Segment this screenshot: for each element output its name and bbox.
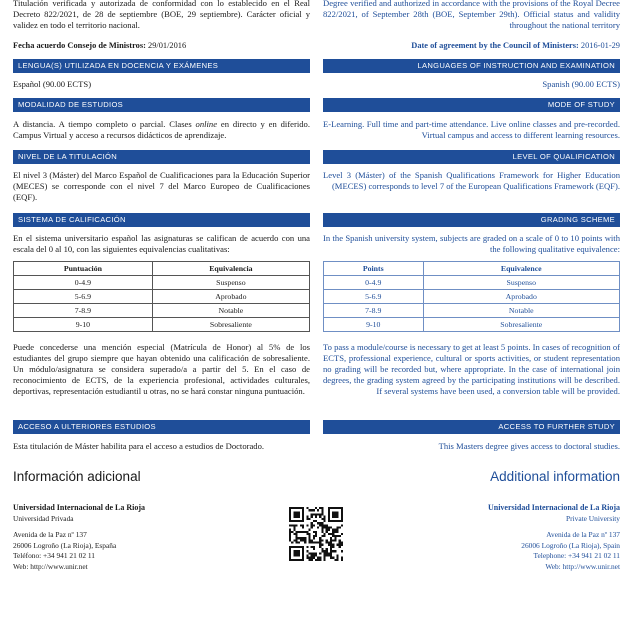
table-row: 0-4.9 Suspenso [324,276,620,290]
address-line-1: Avenida de la Paz nº 137 [13,530,87,539]
table-row: 7-8.9 Notable [14,304,310,318]
grading-note: Puede concederse una mención especial (Matrícula de Honor) al 5% de los estudiantes del grupo siempre que hayan obtenido una calificación de sobresaliente. Un módulo/asignatura se considera superado/a a partir del 5. En el caso de reconocimiento de ECTS, de la experiencia profesional, actividades culturales, deportivas, representación estudiantil u otras, no se hará constar ninguna puntuación. [13,342,310,396]
level-text: Level 3 (Máster) of the Spanish Qualifications Framework for Higher Education (MECES) corresponds to level 7 of the European Qualifications Framework (EQF). [323,170,620,191]
languages-text: Spanish (90.00 ECTS) [542,79,620,89]
table-row: 9-10 Sobresaliente [14,318,310,332]
additional-info-title: Additional information [490,469,620,484]
table-header: Equivalence [423,262,619,276]
grading-header: SISTEMA DE CALIFICACIÓN [13,213,310,227]
table-header: Equivalencia [152,262,309,276]
address-line-2: 26006 Logroño (La Rioja), Spain [521,540,620,550]
table-row: 9-10 Sobresaliente [324,318,620,332]
table-header-row [14,262,310,276]
university-name: Universidad Internacional de La Rioja [13,503,146,512]
table-row: 5-6.9 Aprobado [324,290,620,304]
level-header: NIVEL DE LA TITULACIÓN [13,150,310,164]
grading-header: GRADING SCHEME [323,213,620,227]
grading-text: In the Spanish university system, subjects are graded on a scale of 0 to 10 points with the following qualitative equivalence: [323,233,620,254]
table-header: Points [324,262,424,276]
languages-header: LENGUA(S) UTILIZADA EN DOCENCIA Y EXÁMENES [13,59,310,73]
additional-info-title: Información adicional [13,469,141,484]
mode-text: A distancia. A tiempo completo o parcial. Clases online en directo y en diferido. Campus Virtual y acceso a recursos didácticos de aprendizaje. [13,119,310,140]
intro-text: Degree verified and authorized in accordance with the provisions of the Royal Decree 822/2021, of September 28th (BOE, September 29th). Official status and validity throughout the national territory [323,0,620,30]
address-line-1: Avenida de la Paz nº 137 [546,530,620,539]
council-date: Fecha acuerdo Consejo de Ministros: 29/01/2016 [13,41,187,50]
grading-note: To pass a module/course is necessary to get at least 5 points. In cases of recognition of ECTS, professional experience, cultural or sports activities, or student representation no grading will be recorded but, where appropriate. In the case of international join degrees, the grading system agreed by the participating institutions will be described. If several systems have been used, a conversion table will be provided. [323,342,620,396]
council-date: Date of agreement by the Council of Ministers: 2016-01-29 [411,41,620,50]
access-header: ACCESO A ULTERIORES ESTUDIOS [13,420,310,434]
table-row: 5-6.9 Aprobado [14,290,310,304]
intro-text: Titulación verificada y autorizada de conformidad con lo establecido en el Real Decreto 822/2021, de 28 de septiembre (BOE, 29 septiembre). Carácter oficial y validez en todo el territorio nacional. [13,0,310,30]
university-type: Universidad Privada [13,513,74,523]
access-header: ACCESS TO FURTHER STUDY [323,420,620,434]
table-row: 7-8.9 Notable [324,304,620,318]
university-name: Universidad Internacional de La Rioja [487,503,620,512]
grading-table [323,261,620,332]
languages-text: Español (90.00 ECTS) [13,79,92,89]
grading-text: En el sistema universitario español las asignaturas se califican de acuerdo con una escala del 0 al 10, con las siguientes equivalencias cualitativas: [13,233,310,254]
grading-table [13,261,310,332]
mode-header: MODALIDAD DE ESTUDIOS [13,98,310,112]
table-row: 0-4.9 Suspenso [14,276,310,290]
phone: Teléfono: +34 941 21 02 11 [13,551,95,560]
table-header: Puntuación [14,262,153,276]
level-text: El nivel 3 (Máster) del Marco Español de Cualificaciones para la Educación Superior (MECES) se corresponde con el nivel 7 del Marco Europeo de Cualificaciones (EQF). [13,170,310,202]
languages-header: LANGUAGES OF INSTRUCTION AND EXAMINATION [323,59,620,73]
address-line-2: 26006 Logroño (La Rioja), España [13,540,117,550]
mode-header: MODE OF STUDY [323,98,620,112]
qr-code-icon [289,507,343,561]
access-text: Esta titulación de Máster habilita para el acceso a estudios de Doctorado. [13,441,265,451]
phone: Telephone: +34 941 21 02 11 [533,551,620,560]
mode-text: E-Learning. Full time and part-time attendance. Live online classes and pre-recorded. Virtual campus and access to different learning resources. [323,119,620,140]
level-header: LEVEL OF QUALIFICATION [323,150,620,164]
website-link[interactable]: Web: http://www.unir.net [545,561,620,571]
university-type: Private University [566,513,620,523]
website-link[interactable]: Web: http://www.unir.net [13,561,88,571]
table-header-row [324,262,620,276]
access-text: This Masters degree gives access to doctoral studies. [438,441,620,451]
